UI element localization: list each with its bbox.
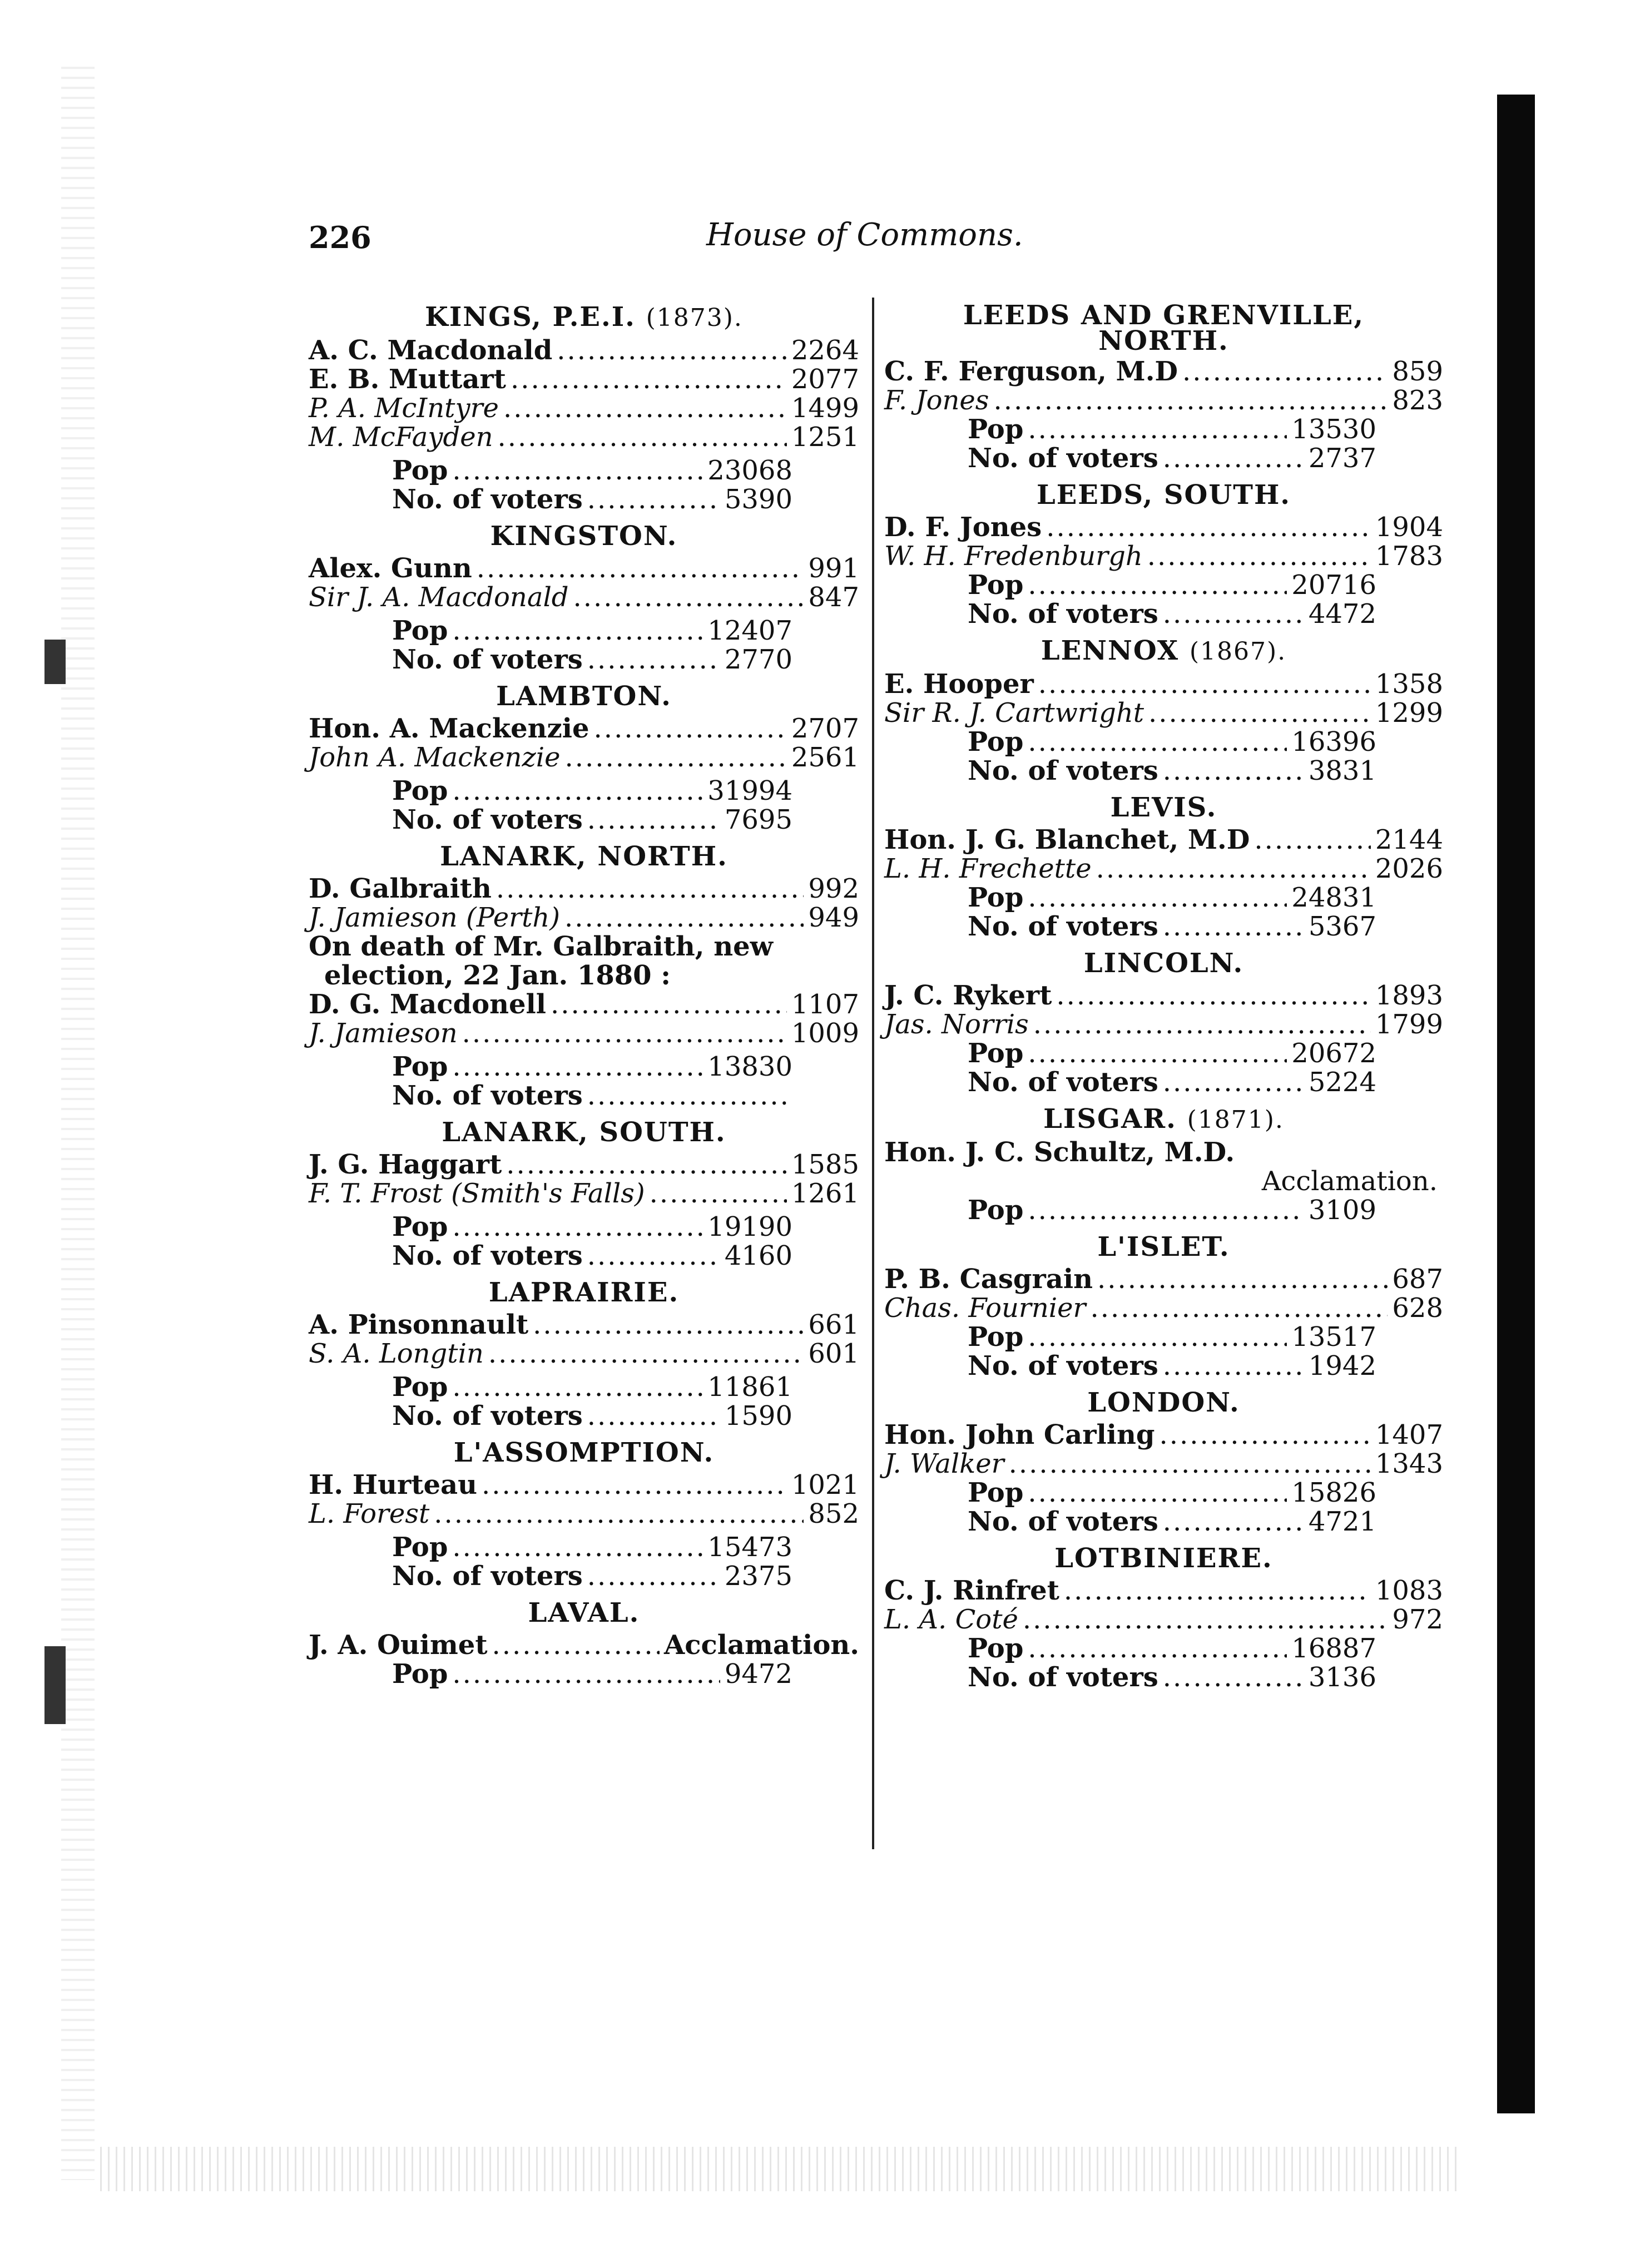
- scan-artifact: [44, 1646, 66, 1724]
- candidate-row: A. C. Macdonald ..... 2264: [309, 336, 859, 365]
- candidate-row: Hon. J. C. Schultz, M.D.: [884, 1137, 1235, 1168]
- population-row: Pop ..... 24831: [884, 883, 1443, 912]
- constituency-heading: LAVAL.: [528, 1597, 640, 1628]
- constituency-laprairie: [309, 1278, 859, 1430]
- candidate-row: A. Pinsonnault ..... 661: [309, 1310, 859, 1339]
- constituency-lincoln: [884, 949, 1443, 1097]
- constituency-heading: LENNOX (1867).: [1041, 635, 1287, 666]
- voters-row: No. of voters ..... 1942: [884, 1351, 1443, 1380]
- population-row: Pop ..... 12407: [309, 616, 859, 645]
- voters-row: No. of voters ..... 2375: [309, 1562, 859, 1591]
- candidate-row: John A. Mackenzie ..... 2561: [309, 743, 859, 772]
- constituency-heading: KINGSTON.: [490, 521, 678, 552]
- voters-row: No. of voters ..... 4721: [884, 1507, 1443, 1536]
- constituency-heading: LOTBINIERE.: [1054, 1543, 1273, 1574]
- constituency-heading: LAPRAIRIE.: [488, 1277, 680, 1308]
- population-row: Pop ..... 20716: [884, 571, 1443, 600]
- population-row: Pop ..... 16887: [884, 1634, 1443, 1663]
- constituency-lislet: [884, 1232, 1443, 1380]
- constituency-heading: LINCOLN.: [1083, 948, 1244, 979]
- constituency-lanark-south: [309, 1118, 859, 1270]
- candidate-row: Hon. John Carling ..... 1407: [884, 1420, 1443, 1449]
- candidate-row: S. A. Longtin ..... 601: [309, 1339, 859, 1368]
- constituency-heading: LEEDS AND GRENVILLE, NORTH.: [963, 300, 1365, 356]
- population-row: Pop ..... 16396: [884, 727, 1443, 756]
- voters-row: No. of voters ..... 3831: [884, 756, 1443, 785]
- election-note: On death of Mr. Galbraith, new election, 22 Jan. 1880 :: [309, 931, 773, 991]
- voters-row: No. of voters ..... 2770: [309, 645, 859, 674]
- candidate-row: D. G. Macdonell ..... 1107: [309, 990, 859, 1019]
- candidate-row: Hon. A. Mackenzie ..... 2707: [309, 714, 859, 743]
- constituency-heading: LEVIS.: [1110, 792, 1217, 823]
- constituency-lambton: [309, 682, 859, 834]
- column-divider: [872, 298, 874, 1849]
- population-row: Pop ..... 23068: [309, 456, 859, 485]
- constituency-heading: LANARK, SOUTH.: [442, 1117, 726, 1148]
- constituency-lanark-north: [309, 842, 859, 1110]
- candidate-row: C. F. Ferguson, M.D ..... 859: [884, 357, 1443, 386]
- constituency-heading: LEEDS, SOUTH.: [1036, 479, 1291, 511]
- voters-row: No. of voters ..... 4472: [884, 600, 1443, 628]
- candidate-row: D. Galbraith ..... 992: [309, 874, 859, 903]
- population-row: Pop ..... 15473: [309, 1533, 859, 1562]
- candidate-row: J. C. Rykert ..... 1893: [884, 981, 1443, 1010]
- candidate-row: L. A. Coté ..... 972: [884, 1605, 1443, 1634]
- candidate-row: L. H. Frechette ..... 2026: [884, 854, 1443, 883]
- candidate-row: P. A. McIntyre ..... 1499: [309, 394, 859, 423]
- constituency-leeds-grenville-north: [884, 300, 1443, 474]
- candidate-row: Chas. Fournier ..... 628: [884, 1294, 1443, 1323]
- candidate-row: Sir J. A. Macdonald ..... 847: [309, 583, 859, 612]
- constituency-heading: KINGS, P.E.I. (1873).: [425, 301, 743, 333]
- candidate-row: F. T. Frost (Smith's Falls) ..... 1261: [309, 1179, 859, 1208]
- constituency-heading: L'ISLET.: [1097, 1231, 1230, 1262]
- voters-row: No. of voters ..... 3136: [884, 1663, 1443, 1692]
- constituency-lotbiniere: [884, 1544, 1443, 1692]
- constituency-heading: LONDON.: [1087, 1387, 1240, 1418]
- constituency-levis: [884, 793, 1443, 941]
- candidate-row: M. McFayden ..... 1251: [309, 423, 859, 452]
- candidate-row: Hon. J. G. Blanchet, M.D ..... 2144: [884, 825, 1443, 854]
- voters-row: No. of voters .....: [309, 1081, 859, 1110]
- population-row: Pop ..... 13830: [309, 1052, 859, 1081]
- acclamation-label: Acclamation.: [1261, 1166, 1438, 1197]
- page-number: 226: [309, 220, 371, 255]
- population-row: Pop ..... 13517: [884, 1323, 1443, 1351]
- voters-row: No. of voters ..... 5367: [884, 912, 1443, 941]
- candidate-row: J. A. Ouimet ..... Acclamation.: [309, 1631, 859, 1660]
- constituency-lassomption: [309, 1438, 859, 1591]
- voters-row: No. of voters ..... 5390: [309, 485, 859, 514]
- candidate-row: J. Walker ..... 1343: [884, 1449, 1443, 1478]
- candidate-row: F. Jones ..... 823: [884, 386, 1443, 415]
- candidate-row: H. Hurteau ..... 1021: [309, 1470, 859, 1499]
- scan-bottom-noise: [100, 2147, 1463, 2191]
- left-column: [309, 295, 859, 1688]
- scan-artifact: [44, 640, 66, 684]
- candidate-row: W. H. Fredenburgh ..... 1783: [884, 542, 1443, 571]
- constituency-london: [884, 1388, 1443, 1536]
- candidate-row: Alex. Gunn ..... 991: [309, 554, 859, 583]
- candidate-row: J. G. Haggart ..... 1585: [309, 1150, 859, 1179]
- population-row: Pop ..... 19190: [309, 1212, 859, 1241]
- candidate-row: D. F. Jones ..... 1904: [884, 513, 1443, 542]
- voters-row: No. of voters ..... 2737: [884, 444, 1443, 473]
- constituency-lennox: [884, 636, 1443, 785]
- constituency-heading: L'ASSOMPTION.: [453, 1437, 715, 1468]
- voters-row: No. of voters ..... 5224: [884, 1068, 1443, 1097]
- population-row: Pop ..... 3109: [884, 1196, 1443, 1225]
- constituency-heading: LAMBTON.: [496, 681, 672, 712]
- candidate-row: L. Forest ..... 852: [309, 1499, 859, 1528]
- constituency-laval: [309, 1598, 859, 1688]
- population-row: Pop ..... 11861: [309, 1373, 859, 1402]
- constituency-leeds-south: [884, 481, 1443, 628]
- candidate-row: Jas. Norris ..... 1799: [884, 1010, 1443, 1039]
- population-row: Pop ..... 20672: [884, 1039, 1443, 1068]
- candidate-row: J. Jamieson ..... 1009: [309, 1019, 859, 1048]
- constituency-heading: LANARK, NORTH.: [440, 841, 728, 872]
- scan-margin-noise: [61, 67, 95, 2180]
- population-row: Pop ..... 31994: [309, 776, 859, 805]
- constituency-kings-pei: [309, 303, 859, 514]
- candidate-row: J. Jamieson (Perth) ..... 949: [309, 903, 859, 932]
- candidate-row: E. Hooper ..... 1358: [884, 670, 1443, 699]
- population-row: Pop ..... 13530: [884, 415, 1443, 444]
- running-head: House of Commons.: [706, 217, 1023, 253]
- voters-row: No. of voters ..... 1590: [309, 1402, 859, 1430]
- constituency-lisgar: [884, 1105, 1443, 1225]
- population-row: Pop ..... 15826: [884, 1478, 1443, 1507]
- voters-row: No. of voters ..... 4160: [309, 1241, 859, 1270]
- page-edge-shadow: [1497, 95, 1535, 2113]
- constituency-heading: LISGAR. (1871).: [1043, 1103, 1284, 1135]
- population-row: Pop ..... 9472: [309, 1660, 859, 1688]
- candidate-row: C. J. Rinfret ..... 1083: [884, 1576, 1443, 1605]
- candidate-row: P. B. Casgrain ..... 687: [884, 1265, 1443, 1294]
- voters-row: No. of voters ..... 7695: [309, 805, 859, 834]
- right-column: [884, 295, 1443, 1692]
- candidate-row: E. B. Muttart ..... 2077: [309, 365, 859, 394]
- constituency-kingston: [309, 522, 859, 674]
- candidate-row: Sir R. J. Cartwright ..... 1299: [884, 699, 1443, 727]
